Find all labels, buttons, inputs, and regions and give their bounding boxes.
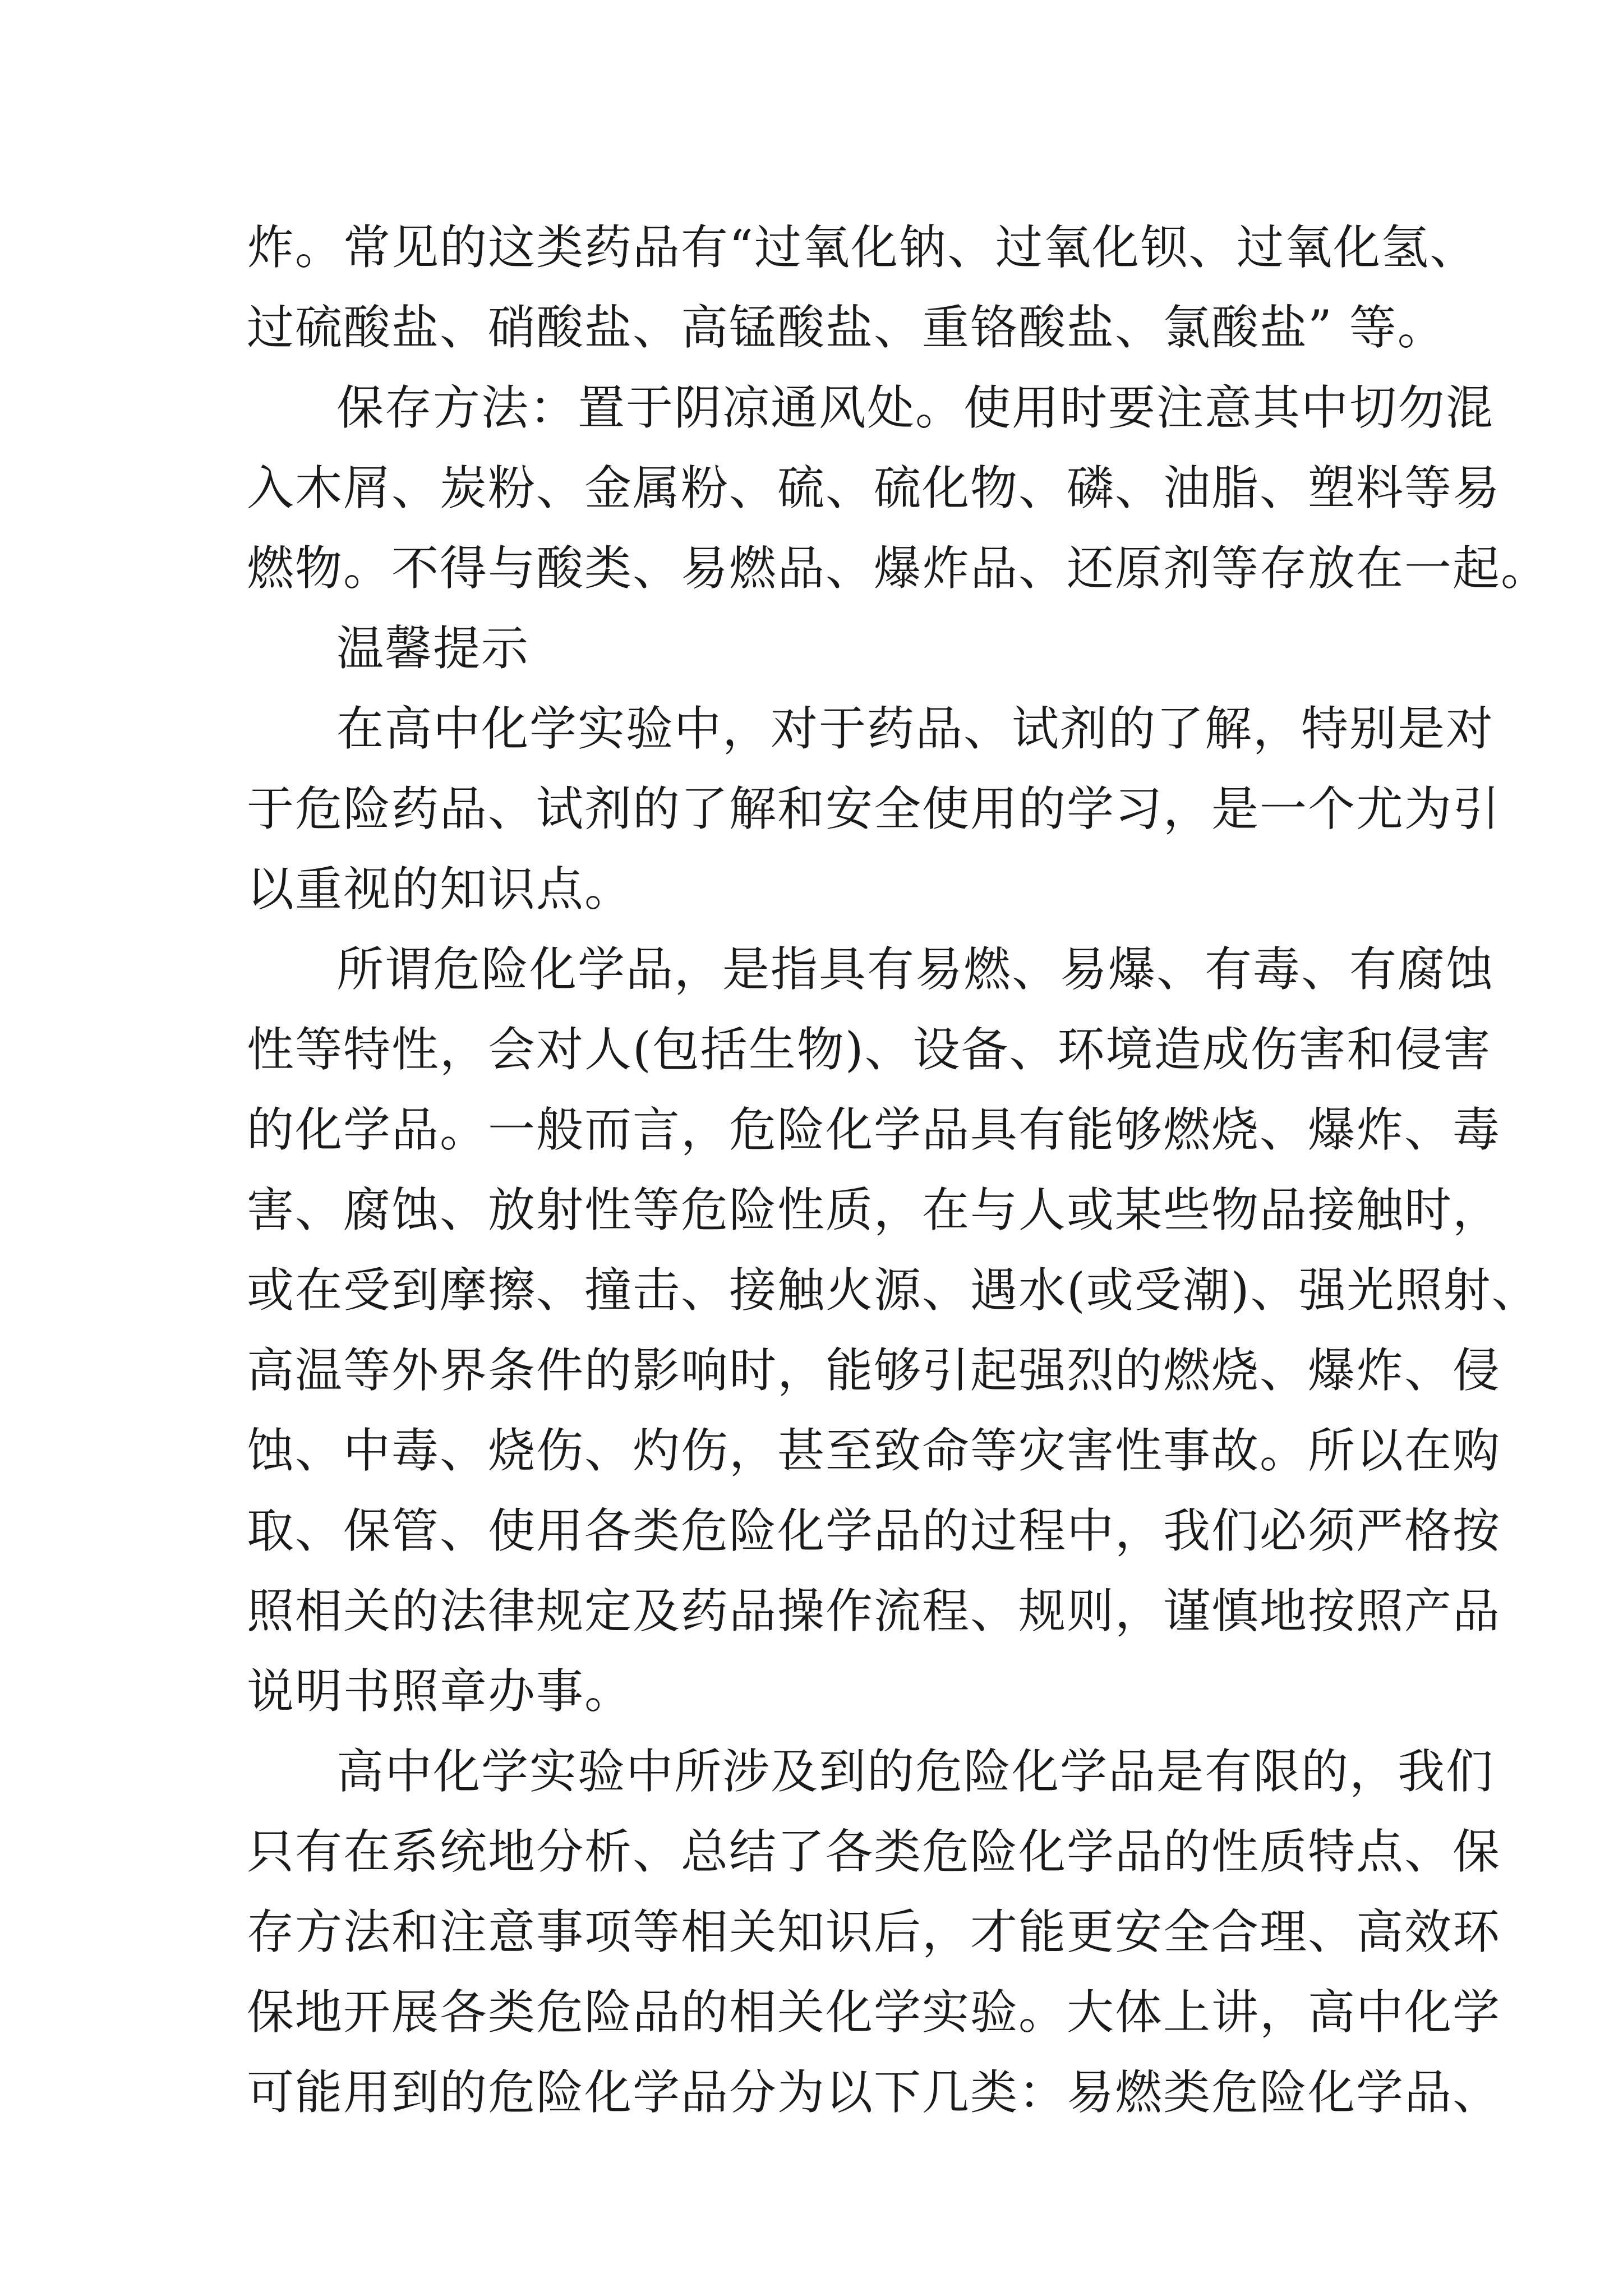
text-line: 过硫酸盐、硝酸盐、高锰酸盐、重铬酸盐、氯酸盐” 等。 bbox=[247, 300, 1446, 355]
text-line: 照相关的法律规定及药品操作流程、规则，谨慎地按照产品 bbox=[247, 1584, 1501, 1639]
text-line: 温馨提示 bbox=[336, 621, 530, 676]
text-line: 保地开展各类危险品的相关化学实验。大体上讲，高中化学 bbox=[247, 1985, 1501, 2040]
text-line: 保存方法：置于阴凉通风处。使用时要注意其中切勿混 bbox=[336, 380, 1495, 435]
text-line: 燃物。不得与酸类、易燃品、爆炸品、还原剂等存放在一起。 bbox=[247, 541, 1550, 596]
text-line: 蚀、中毒、烧伤、灼伤，甚至致命等灾害性事故。所以在购 bbox=[247, 1423, 1501, 1478]
text-line: 在高中化学实验中，对于药品、试剂的了解，特别是对 bbox=[336, 701, 1495, 756]
text-line: 或在受到摩擦、撞击、接触火源、遇水(或受潮)、强光照射、 bbox=[247, 1263, 1540, 1318]
text-line: 存方法和注意事项等相关知识后，才能更安全合理、高效环 bbox=[247, 1904, 1501, 1959]
text-line: 所谓危险化学品，是指具有易燃、易爆、有毒、有腐蚀 bbox=[336, 942, 1495, 997]
text-line: 高中化学实验中所涉及到的危险化学品是有限的，我们 bbox=[336, 1744, 1495, 1799]
text-line: 性等特性，会对人(包括生物)、设备、环境造成伤害和侵害 bbox=[247, 1022, 1492, 1077]
text-line: 取、保管、使用各类危险化学品的过程中，我们必须严格按 bbox=[247, 1503, 1501, 1558]
text-line: 可能用到的危险化学品分为以下几类：易燃类危险化学品、 bbox=[247, 2065, 1501, 2120]
text-line: 害、腐蚀、放射性等危险性质，在与人或某些物品接触时， bbox=[247, 1182, 1501, 1237]
text-line: 只有在系统地分析、总结了各类危险化学品的性质特点、保 bbox=[247, 1824, 1501, 1879]
text-line: 炸。常见的这类药品有“过氧化钠、过氧化钡、过氧化氢、 bbox=[247, 220, 1478, 275]
text-line: 高温等外界条件的影响时，能够引起强烈的燃烧、爆炸、侵 bbox=[247, 1343, 1501, 1398]
body-text bbox=[247, 208, 1550, 2133]
text-line: 入木屑、炭粉、金属粉、硫、硫化物、磷、油脂、塑料等易 bbox=[247, 461, 1501, 516]
text-line: 的化学品。一般而言，危险化学品具有能够燃烧、爆炸、毒 bbox=[247, 1102, 1501, 1157]
text-line: 于危险药品、试剂的了解和安全使用的学习，是一个尤为引 bbox=[247, 781, 1501, 836]
text-line: 说明书照章办事。 bbox=[247, 1664, 633, 1719]
text-line: 以重视的知识点。 bbox=[247, 862, 633, 917]
